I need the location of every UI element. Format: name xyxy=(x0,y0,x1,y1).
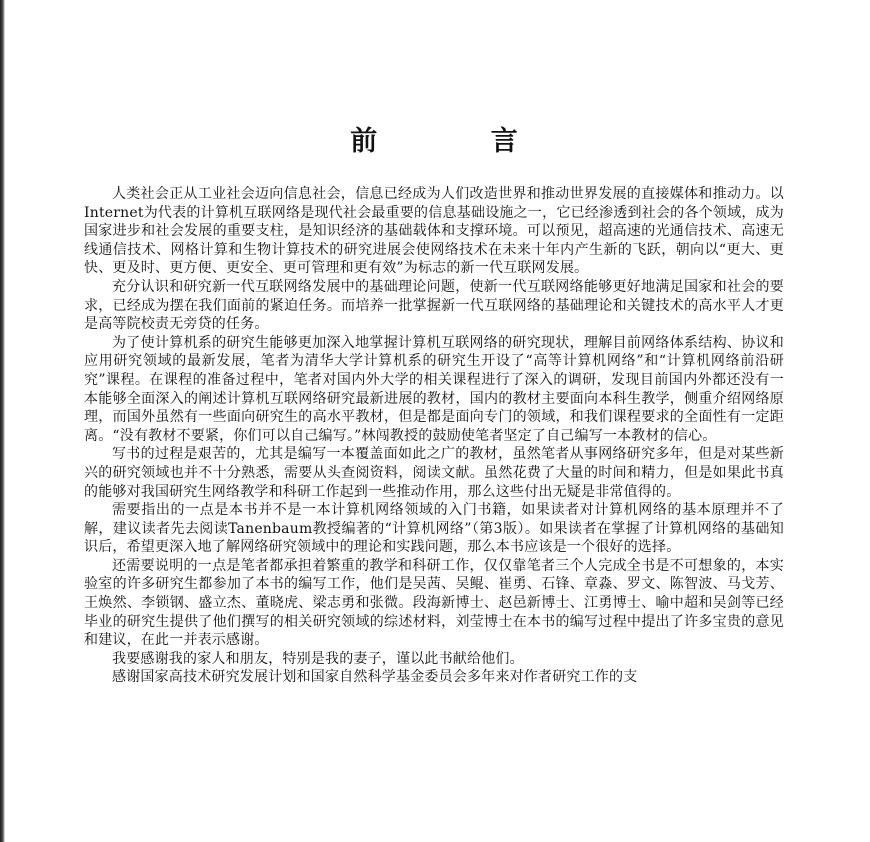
paragraph-6: 还需要说明的一点是笔者都承担着繁重的教学和科研工作，仅仅靠笔者三个人完成全书是不可想象的，本实验室的许多研究生都参加了本书的编写工作，他们是吴茜、吴鲲、崔勇、石锋、章淼、罗文、陈智波、马戈芳、王焕然、李锁钢、盛立杰、董晓虎、梁志勇和张微。段海新博士、赵邑新博士、江勇博士、喻中超和吴剑等已经毕业的研究生提供了他们撰写的相关研究领域的综述材料，刘莹博士在本书的编写过程中提出了许多宝贵的意见和建议，在此一并表示感谢。 xyxy=(84,557,784,649)
paragraph-2: 充分认识和研究新一代互联网络发展中的基础理论问题，使新一代互联网络能够更好地满足国家和社会的要求，已经成为摆在我们面前的紧迫任务。而培养一批掌握新一代互联网络的基础理论和关键技术的高水平人才更是高等院校责无旁贷的任务。 xyxy=(84,278,784,333)
scan-edge-shadow xyxy=(0,0,5,842)
paragraph-1: 人类社会正从工业社会迈向信息社会，信息已经成为人们改造世界和推动世界发展的直接媒体和推动力。以Internet为代表的计算机互联网络是现代社会最重要的信息基础设施之一，它已经渗透到社会的各个领域，成为国家进步和社会发展的重要支柱，是知识经济的基础载体和支撑环境。可以预见，超高速的光通信技术、高速无线通信技术、网格计算和生物计算技术的研究进展会使网络技术在未来十年内产生新的飞跃，朝向以“更大、更快、更及时、更方便、更安全、更可管理和更有效”为标志的新一代互联网发展。 xyxy=(84,186,784,277)
paragraph-8: 感谢国家高技术研究发展计划和国家自然科学基金委员会多年来对作者研究工作的支 xyxy=(112,669,638,686)
paragraph-3: 为了使计算机系的研究生能够更加深入地掌握计算机互联网络的研究现状，理解目前网络体系结构、协议和应用研究领域的最新发展，笔者为清华大学计算机系的研究生开设了“高等计算机网络”和“计算机网络前沿研究”课程。在课程的准备过程中，笔者对国内外大学的相关课程进行了深入的调研，发现目前国内外都还没有一本能够全面深入的阐述计算机互联网络研究最新进展的教材，国内的教材主要面向本科生教学，侧重介绍网络原理，而国外虽然有一些面向研究生的高水平教材，但是都是面向专门的领域，和我们课程要求的全面性有一定距离。“没有教材不要紧，你们可以自己编写。”林闯教授的鼓励使笔者坚定了自己编写一本教材的信心。 xyxy=(84,334,784,444)
paragraph-4: 写书的过程是艰苦的，尤其是编写一本覆盖面如此之广的教材，虽然笔者从事网络研究多年，但是对某些新兴的研究领域也并不十分熟悉，需要从头查阅资料，阅读文献。虽然花费了大量的时间和精力，但是如果此书真的能够对我国研究生网络教学和科研工作起到一些推动作用，那么这些付出无疑是非常值得的。 xyxy=(84,446,784,500)
paragraph-7: 我要感谢我的家人和朋友，特别是我的妻子，谨以此书献给他们。 xyxy=(112,650,524,667)
paragraph-5: 需要指出的一点是本书并不是一本计算机网络领域的入门书籍，如果读者对计算机网络的基本原理并不了解，建议读者先去阅读Tanenbaum教授编著的“计算机网络”（第3版）。如果读者在掌握了计算机网络的基础知识后，希望更深入地了解网络研究领域中的理论和实践问题，那么本书应该是一个很好的选择。 xyxy=(84,502,784,556)
page-title: 前 言 xyxy=(350,126,570,157)
document-page xyxy=(84,128,784,687)
